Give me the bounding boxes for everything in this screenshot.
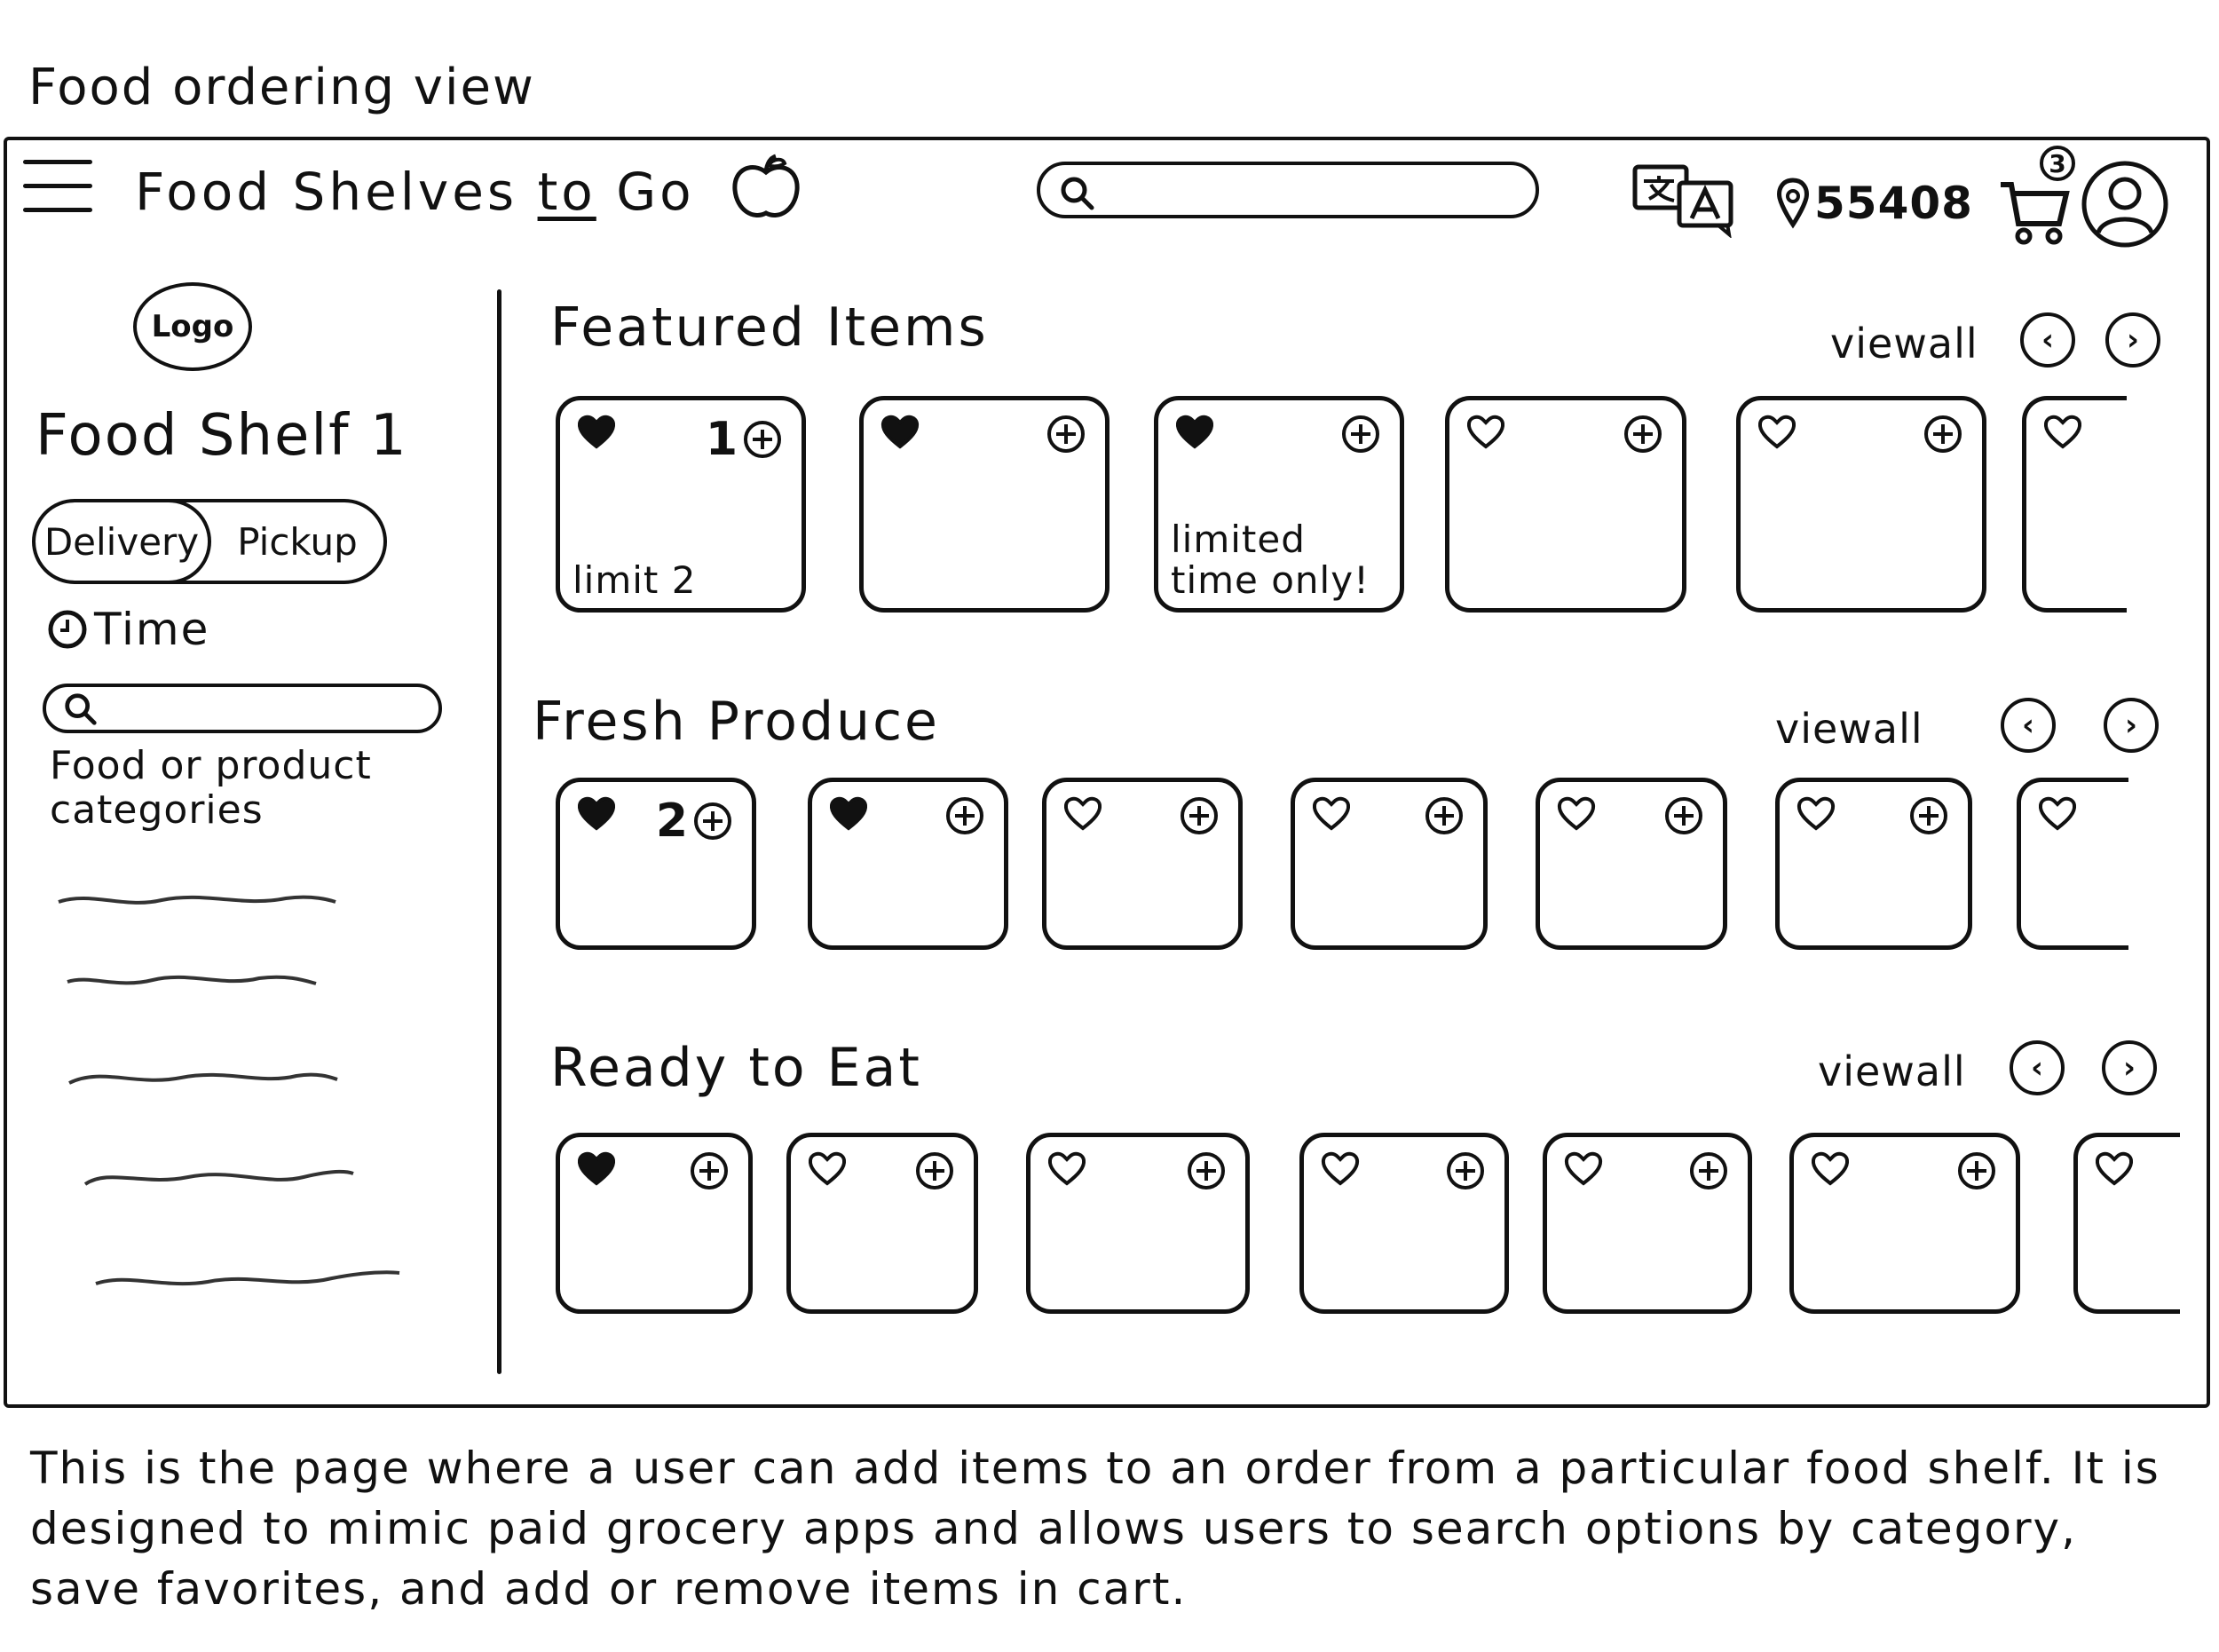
add-to-cart[interactable] <box>688 1150 730 1192</box>
heart-icon[interactable] <box>2042 413 2083 450</box>
product-card[interactable] <box>1789 1133 2020 1314</box>
plus-circle-icon[interactable] <box>1622 413 1664 455</box>
product-card[interactable] <box>2073 1133 2180 1314</box>
heart-icon[interactable] <box>807 1150 848 1187</box>
heart-icon[interactable] <box>576 1150 617 1187</box>
plus-circle-icon[interactable] <box>741 418 784 461</box>
chevron-left-icon: ‹ <box>2030 1050 2043 1086</box>
account-icon[interactable] <box>2081 160 2169 249</box>
section-title: Fresh Produce <box>533 691 940 753</box>
location-pin-icon <box>1775 177 1811 230</box>
add-to-cart[interactable] <box>1922 413 1964 455</box>
carousel-next-button[interactable] <box>2102 1040 2157 1095</box>
clock-icon <box>46 608 89 651</box>
heart-icon[interactable] <box>1563 1150 1604 1187</box>
chevron-left-icon: ‹ <box>2041 322 2054 358</box>
categories-label: Food or product categories <box>50 743 372 833</box>
carousel-prev-button[interactable] <box>2010 1040 2065 1095</box>
chevron-right-icon: › <box>2122 1050 2136 1086</box>
heart-icon[interactable] <box>880 413 920 450</box>
category-item[interactable] <box>82 1165 357 1191</box>
add-to-cart[interactable] <box>1339 413 1382 455</box>
plus-circle-icon[interactable] <box>1185 1150 1228 1192</box>
item-quantity: 1 <box>705 413 738 466</box>
logo-text: Logo <box>151 309 234 344</box>
category-item[interactable] <box>92 1268 403 1294</box>
search-icon <box>1058 174 1097 213</box>
pickup-option[interactable]: Pickup <box>237 519 358 564</box>
product-card[interactable] <box>2022 396 2127 613</box>
search-icon <box>62 691 99 728</box>
plus-circle-icon[interactable] <box>1955 1150 1998 1192</box>
plus-circle-icon[interactable] <box>1178 794 1220 837</box>
carousel-next-button[interactable] <box>2105 312 2160 368</box>
heart-icon[interactable] <box>2094 1150 2135 1187</box>
add-to-cart[interactable] <box>1444 1150 1487 1192</box>
heart-icon[interactable] <box>576 413 617 450</box>
translate-icon[interactable] <box>1630 160 1740 238</box>
product-card[interactable] <box>808 778 1008 950</box>
product-card[interactable] <box>1736 396 1986 613</box>
section-title: Ready to Eat <box>550 1037 922 1099</box>
add-to-cart[interactable] <box>1955 1150 1998 1192</box>
sidebar-divider <box>497 289 501 1374</box>
location-selector[interactable] <box>1775 174 1973 233</box>
product-card[interactable] <box>1042 778 1243 950</box>
plus-circle-icon[interactable] <box>1907 794 1950 837</box>
product-card[interactable] <box>786 1133 978 1314</box>
view-all-link[interactable]: viewall <box>1775 705 1923 753</box>
add-to-cart[interactable] <box>1178 794 1220 837</box>
add-to-cart[interactable] <box>1185 1150 1228 1192</box>
heart-icon[interactable] <box>1556 794 1597 832</box>
plus-circle-icon[interactable] <box>688 1150 730 1192</box>
carousel-prev-button[interactable] <box>2020 312 2075 368</box>
add-to-cart[interactable] <box>656 794 734 848</box>
product-card[interactable] <box>556 396 806 613</box>
product-card[interactable] <box>1291 778 1488 950</box>
category-item[interactable] <box>64 968 321 994</box>
food-shelf-name: Food Shelf 1 <box>36 403 408 469</box>
add-to-cart[interactable] <box>1907 794 1950 837</box>
plus-circle-icon[interactable] <box>1045 413 1087 455</box>
plus-circle-icon[interactable] <box>1687 1150 1730 1192</box>
app-brand[interactable] <box>135 162 695 222</box>
chevron-left-icon: ‹ <box>2021 707 2034 743</box>
carousel-prev-button[interactable] <box>2001 698 2056 753</box>
product-card[interactable] <box>2017 778 2128 950</box>
plus-circle-icon[interactable] <box>1423 794 1465 837</box>
item-quantity: 2 <box>655 794 688 848</box>
brand-text-suffix: Go <box>596 162 695 222</box>
carousel-next-button[interactable] <box>2104 698 2159 753</box>
product-card[interactable] <box>1775 778 1972 950</box>
product-card[interactable] <box>556 1133 753 1314</box>
heart-icon[interactable] <box>1174 413 1215 450</box>
item-note: limit 2 <box>573 558 697 602</box>
heart-icon[interactable] <box>576 794 617 832</box>
apple-icon <box>726 153 806 224</box>
add-to-cart[interactable] <box>944 794 986 837</box>
heart-icon[interactable] <box>828 794 869 832</box>
heart-icon[interactable] <box>1046 1150 1087 1187</box>
heart-icon[interactable] <box>1465 413 1506 450</box>
heart-icon[interactable] <box>1311 794 1352 832</box>
product-card[interactable] <box>556 778 756 950</box>
product-card[interactable] <box>1026 1133 1250 1314</box>
heart-icon[interactable] <box>1796 794 1836 832</box>
product-card[interactable] <box>1536 778 1727 950</box>
add-to-cart[interactable] <box>1423 794 1465 837</box>
hamburger-menu-icon[interactable] <box>23 160 92 220</box>
food-shelf-logo <box>133 282 252 371</box>
plus-circle-icon[interactable] <box>1922 413 1964 455</box>
delivery-option[interactable]: Delivery <box>32 499 211 584</box>
section-title: Featured Items <box>550 296 989 359</box>
category-search-input[interactable] <box>43 684 442 733</box>
plus-circle-icon[interactable] <box>913 1150 956 1192</box>
brand-text-prefix: Food Shelves <box>135 162 538 222</box>
product-card[interactable] <box>1299 1133 1509 1314</box>
add-to-cart[interactable] <box>1662 794 1705 837</box>
category-item[interactable] <box>55 888 339 914</box>
chevron-right-icon: › <box>2126 322 2139 358</box>
heart-icon[interactable] <box>1757 413 1797 450</box>
sketch-description: This is the page where a user can add items to an order from a particular food shelf. It is designed to mimic paid grocery apps and allows users to search options by category, save favorites, and add or remove items in cart. <box>30 1443 2160 1615</box>
cart-icon[interactable] <box>1995 144 2081 247</box>
heart-icon[interactable] <box>1062 794 1103 832</box>
category-item[interactable] <box>66 1065 341 1092</box>
product-card[interactable] <box>1543 1133 1752 1314</box>
header-search-input[interactable] <box>1037 162 1539 218</box>
heart-icon[interactable] <box>2037 794 2078 832</box>
heart-icon[interactable] <box>1810 1150 1851 1187</box>
cart-count-badge: 3 <box>2049 149 2066 178</box>
time-selector[interactable] <box>46 604 209 655</box>
add-to-cart[interactable] <box>913 1150 956 1192</box>
view-all-link[interactable]: viewall <box>1830 320 1978 368</box>
add-to-cart[interactable] <box>1622 413 1664 455</box>
add-to-cart[interactable] <box>1687 1150 1730 1192</box>
product-card[interactable] <box>859 396 1110 613</box>
brand-text-underlined: to <box>537 162 596 222</box>
item-note: limited time only! <box>1171 518 1370 602</box>
fulfillment-toggle <box>32 499 387 584</box>
heart-icon[interactable] <box>1320 1150 1361 1187</box>
product-card[interactable] <box>1154 396 1404 613</box>
plus-circle-icon[interactable] <box>1339 413 1382 455</box>
plus-circle-icon[interactable] <box>1662 794 1705 837</box>
sketch-caption: Food ordering view <box>28 59 535 116</box>
plus-circle-icon[interactable] <box>944 794 986 837</box>
plus-circle-icon[interactable] <box>1444 1150 1487 1192</box>
plus-circle-icon[interactable] <box>691 800 734 842</box>
add-to-cart[interactable] <box>706 413 784 466</box>
time-label: Time <box>94 604 210 655</box>
product-card[interactable] <box>1445 396 1686 613</box>
view-all-link[interactable]: viewall <box>1818 1047 1966 1095</box>
chevron-right-icon: › <box>2124 707 2137 743</box>
location-zip: 55408 <box>1814 178 1973 229</box>
add-to-cart[interactable] <box>1045 413 1087 455</box>
